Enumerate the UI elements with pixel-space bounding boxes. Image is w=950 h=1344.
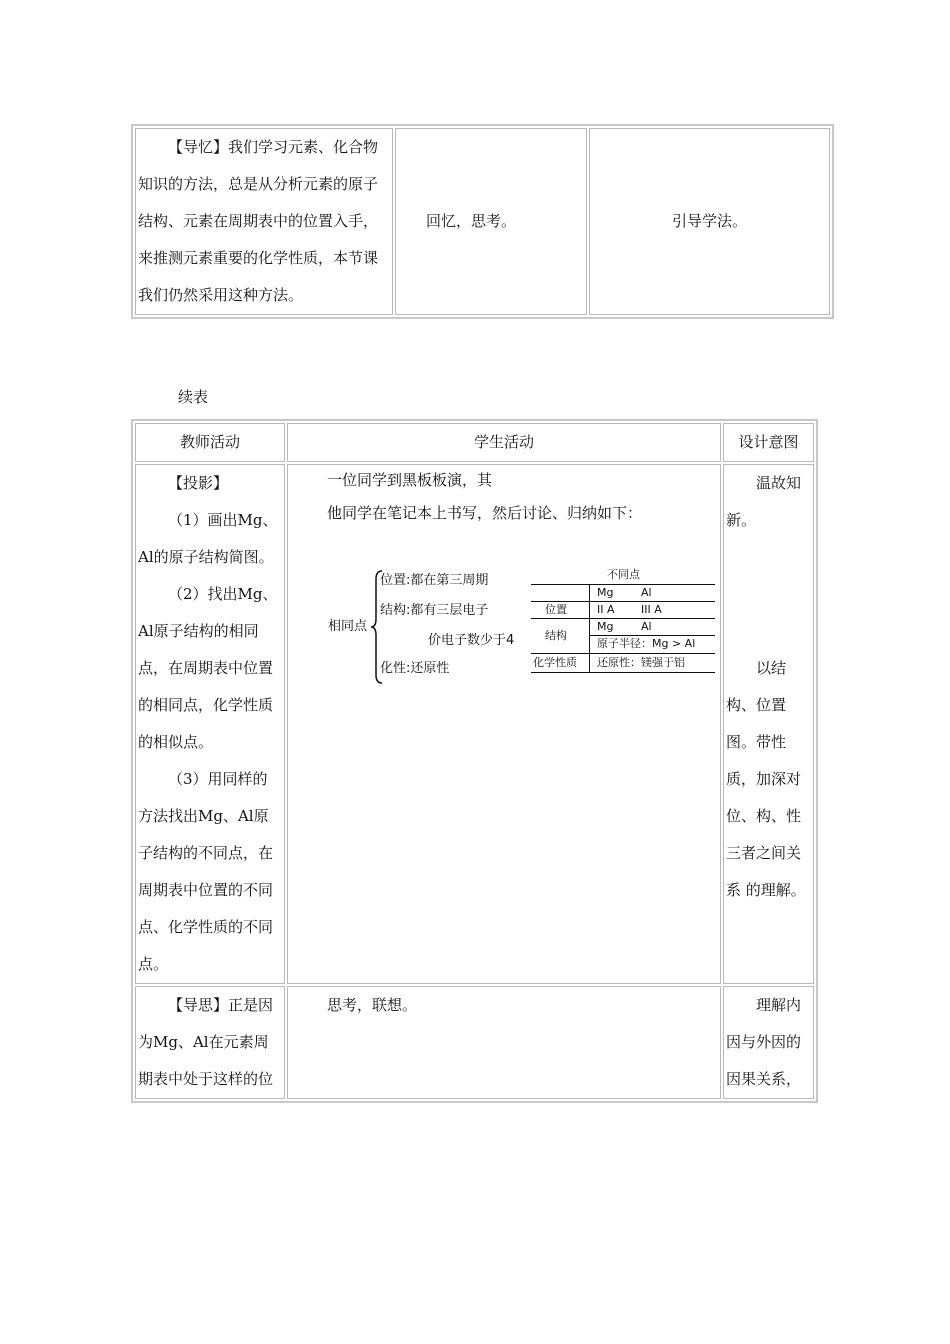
similar-item-structure: 结构:都有三层电子 (380, 603, 489, 618)
diff-row-chem-label: 化学性质 (533, 656, 577, 669)
row1-student-cell (287, 464, 721, 984)
similar-item-valence: 价电子数少于4 (428, 633, 515, 648)
diff-row-position-mg: II A (597, 603, 615, 616)
row1-intent-cell (723, 464, 814, 984)
diff-row-position-al: III A (641, 603, 662, 616)
row2-teacher-text: 【导思】正是因为Mg、Al在元素周期表中处于这样的位 (138, 996, 274, 1088)
row2-student-cell (287, 986, 721, 1099)
table1-teacher-text: 【导忆】我们学习元素、化合物知识的方法，总是从分析元素的原子结构、元素在周期表中的位置入手，来推测元素重要的化学性质，本节课我们仍然采用这种方法。 (138, 138, 379, 304)
row1-intent-1: 温故知新。 (726, 474, 802, 529)
row1-intent-2: 以结构、位置图。带性质，加深对位、构、性三者之间关系 的理解。 (726, 659, 806, 899)
diff-title: 不同点 (607, 568, 640, 581)
diff-row-position-label: 位置 (545, 603, 567, 616)
header-student: 学生活动 (287, 423, 721, 462)
header-intent: 设计意图 (723, 423, 814, 462)
table1-intent-text: 引导学法。 (671, 212, 747, 230)
diff-header-al: Al (641, 586, 652, 599)
diff-row-structure-al: Al (641, 620, 652, 633)
table-2 (131, 419, 818, 1103)
row1-student-line1: 一位同学到黑板板演，其 (327, 471, 493, 489)
row1-student-line2: 他同学在笔记本上书写，然后讨论、归纳如下： (327, 504, 643, 522)
table1-student-cell (395, 128, 587, 315)
similar-item-property: 化性:还原性 (380, 661, 450, 676)
row1-teacher-cell (135, 464, 285, 984)
table1-student-text: 回忆，思考。 (426, 212, 517, 230)
continued-label: 续表 (178, 388, 209, 406)
row2-teacher-cell (135, 986, 285, 1099)
diff-row-structure-mg: Mg (597, 620, 614, 633)
diff-row-structure-label: 结构 (545, 629, 567, 642)
row1-teacher-p4: （3）用同样的方法找出Mg、Al原子结构的不同点，在周期表中位置的不同点、化学性质的不同点。 (138, 770, 274, 973)
row1-teacher-p2: （1）画出Mg、Al的原子结构简图。 (138, 511, 278, 566)
diff-row-radius: 原子半径：Mg > Al (597, 637, 696, 650)
row1-teacher-p1: 【投影】 (168, 474, 229, 492)
similar-label: 相同点 (328, 619, 368, 634)
diff-row-chem-text: 还原性：镁强于铝 (597, 656, 685, 669)
difference-table (531, 567, 715, 677)
structure-diagram (326, 567, 716, 687)
table1-teacher-cell (135, 128, 393, 315)
row1-teacher-p3: （2）找出Mg、Al原子结构的相同点，在周期表中位置的相同点，化学性质的相似点。 (138, 585, 278, 751)
table-1 (131, 124, 834, 319)
header-teacher: 教师活动 (135, 423, 285, 462)
table1-intent-cell (589, 128, 830, 315)
row2-student-text: 思考，联想。 (327, 996, 418, 1014)
row2-intent-cell (723, 986, 814, 1099)
row2-intent-text: 理解内因与外因的因果关系， (726, 996, 802, 1088)
similar-item-position: 位置:都在第三周期 (380, 573, 489, 588)
diff-header-mg: Mg (597, 586, 614, 599)
